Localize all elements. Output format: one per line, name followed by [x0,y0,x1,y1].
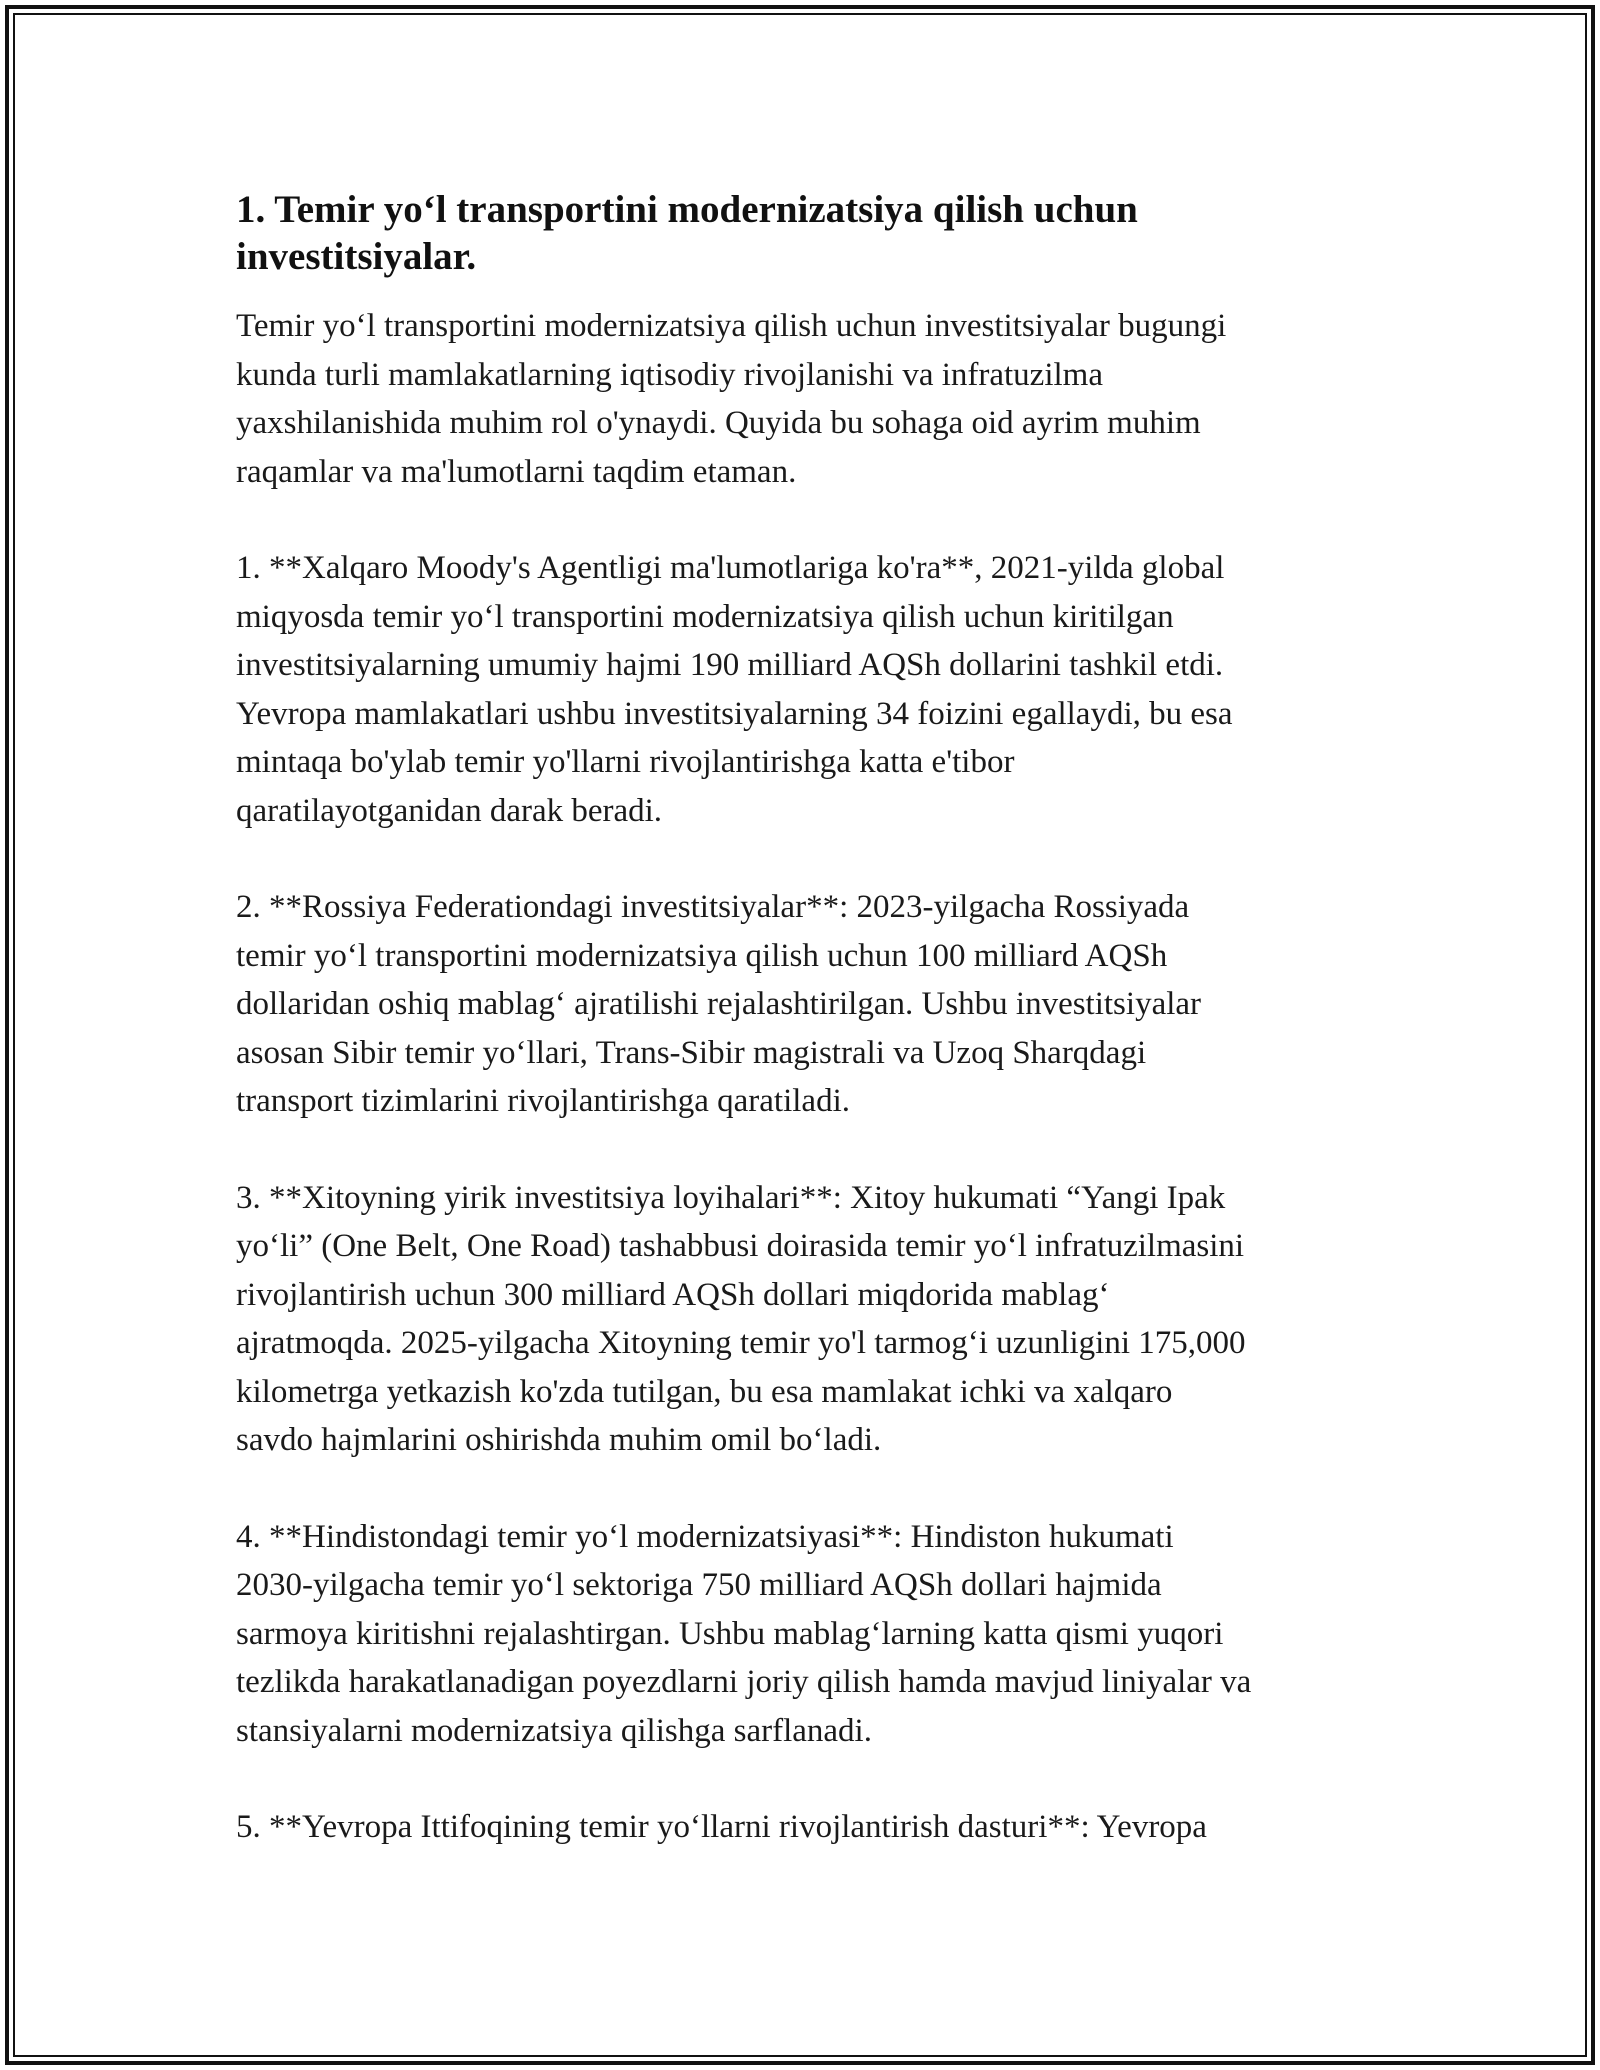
paragraph-item-2: 2. **Rossiya Federationdagi investitsiyalar**: 2023-yilgacha Rossiyada temir yo‘l transportini modernizatsiya qilish uchun 100 milliard AQSh dollaridan oshiq mablag‘ ajratilishi rejalashtirilgan. Ushbu investitsiyalar asosan Sibir temir yo‘llari, Trans-Sibir magistrali va Uzoq Sharqdagi transport tizimlarini rivojlantirishga qaratiladi. [236,889,1202,1119]
document-body [236,186,1376,1900]
paragraph-item-1: 1. **Xalqaro Moody's Agentligi ma'lumotlariga ko'ra**, 2021-yilda global miqyosda temir yo‘l transportini modernizatsiya qilish uchun kiritilgan investitsiyalarning umumiy hajmi 190 milliard AQSh dollarini tashkil etdi. Yevropa mamlakatlari ushbu investitsiyalarning 34 foizini egallaydi, bu esa mintaqa bo'ylab temir yo'llarni rivojlantirishga katta e'tibor qaratilayotganidan darak beradi. [236,550,1233,829]
paragraph-item-5: 5. **Yevropa Ittifoqining temir yo‘llarni rivojlantirish dasturi**: Yevropa [236,1809,1207,1845]
document-title: 1. Temir yo‘l transportini modernizatsiya qilish uchun investitsiyalar. [236,188,1138,278]
paragraph-item-3: 3. **Xitoyning yirik investitsiya loyihalari**: Xitoy hukumati “Yangi Ipak yo‘li” (One Belt, One Road) tashabbusi doirasida temir yo‘l infratuzilmasini rivojlantirish uchun 300 milliard AQSh dollari miqdorida mablag‘ ajratmoqda. 2025-yilgacha Xitoyning temir yo'l tarmog‘i uzunligini 175,000 kilometrga yetkazish ko'zda tutilgan, bu esa mamlakat ichki va xalqaro savdo hajmlarini oshirishda muhim omil bo‘ladi. [236,1179,1246,1458]
paragraph-item-4: 4. **Hindistondagi temir yo‘l modernizatsiyasi**: Hindiston hukumati 2030-yilgacha temir yo‘l sektoriga 750 milliard AQSh dollari hajmida sarmoya kiritishni rejalashtirgan. Ushbu mablag‘larning katta qismi yuqori tezlikda harakatlanadigan poyezdlarni joriy qilish hamda mavjud liniyalar va stansiyalarni modernizatsiya qilishga sarflanadi. [236,1518,1252,1749]
intro-paragraph: Temir yo‘l transportini modernizatsiya qilish uchun investitsiyalar bugungi kunda turli mamlakatlarning iqtisodiy rivojlanishi va infratuzilma yaxshilanishida muhim rol o'ynaydi. Quyida bu sohaga oid ayrim muhim raqamlar va ma'lumotlarni taqdim etaman. [236,308,1227,490]
